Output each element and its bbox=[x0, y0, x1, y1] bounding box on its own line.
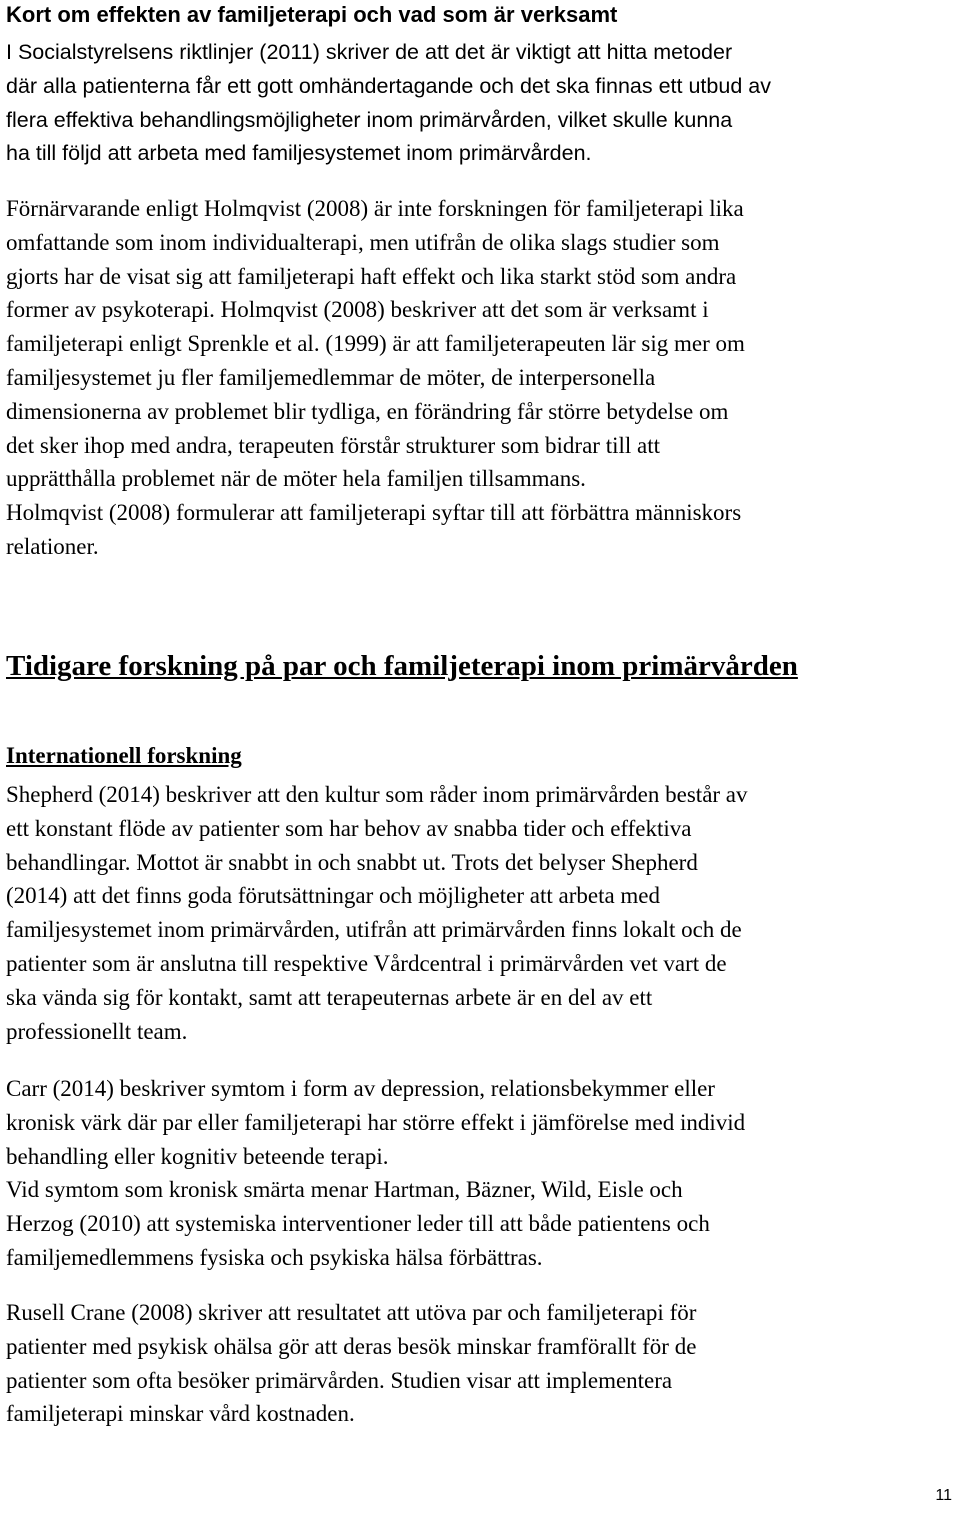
text-line: former av psykoterapi. Holmqvist (2008) beskriver att det som är verksamt i bbox=[6, 297, 709, 323]
text-line: Shepherd (2014) beskriver att den kultur som råder inom primärvården består av bbox=[6, 782, 748, 807]
text-line: dimensionerna av problemet blir tydliga, en förändring får större betydelse om bbox=[6, 398, 729, 424]
text-line: Holmqvist (2008) formulerar att familjeterapi syftar till att förbättra människors bbox=[6, 500, 742, 526]
carr-paragraph bbox=[6, 1072, 954, 1275]
text-line: kronisk värk där par eller familjeterapi har större effekt i jämförelse med individ bbox=[6, 1109, 746, 1135]
text-line: familjeterapi enligt Sprenkle et al. (1999) är att familjeterapeuten lär sig mer om bbox=[6, 331, 745, 357]
text-line: patienter som är anslutna till respektive Vårdcentral i primärvården vet vart de bbox=[6, 950, 727, 976]
text-line: där alla patienterna får ett gott omhändertagande och det ska finnas ett utbud av bbox=[6, 73, 771, 98]
section-title: Kort om effekten av familjeterapi och vad som är verksamt bbox=[6, 2, 618, 27]
text-line: ska vända sig för kontakt, samt att terapeuternas arbete är en del av ett bbox=[6, 984, 653, 1010]
chapter-heading: Tidigare forskning på par och familjeterapi inom primärvården bbox=[6, 650, 798, 682]
text-line: Vid symtom som kronisk smärta menar Hartman, Bäzner, Wild, Eisle och bbox=[6, 1177, 683, 1203]
text-line: familjemedlemmens fysiska och psykiska hälsa förbättras. bbox=[6, 1244, 543, 1270]
text-line: (2014) att det finns goda förutsättningar och möjligheter att arbeta med bbox=[6, 883, 661, 909]
text-line: Herzog (2010) att systemiska interventioner leder till att både patientens och bbox=[6, 1211, 710, 1237]
page-number: 11 bbox=[935, 1487, 952, 1504]
text-line: professionellt team. bbox=[6, 1018, 188, 1044]
text-line: upprätthålla problemet när de möter hela familjen tillsammans. bbox=[6, 466, 586, 492]
text-line: behandlingar. Mottot är snabbt in och snabbt ut. Trots det belyser Shepherd bbox=[6, 849, 698, 875]
text-line: familjesystemet ju fler familjemedlemmar de möter, de interpersonella bbox=[6, 364, 656, 390]
text-line: gjorts har de visat sig att familjeterapi haft effekt och lika starkt stöd som andra bbox=[6, 263, 737, 289]
text-line: Carr (2014) beskriver symtom i form av depression, relationsbekymmer eller bbox=[6, 1076, 715, 1101]
text-line: Förnärvarande enligt Holmqvist (2008) är inte forskningen för familjeterapi lika bbox=[6, 196, 744, 221]
subsection-heading: Internationell forskning bbox=[6, 743, 242, 768]
text-line: flera effektiva behandlingsmöjligheter inom primärvården, vilket skulle kunna bbox=[6, 107, 733, 132]
text-line: patienter som ofta besöker primärvården. Studien visar att implementera bbox=[6, 1367, 673, 1393]
holmqvist-paragraph bbox=[6, 192, 954, 564]
text-line: I Socialstyrelsens riktlinjer (2011) skriver de att det är viktigt att hitta metoder bbox=[6, 40, 733, 64]
text-line: omfattande som inom individualterapi, men utifrån de olika slags studier som bbox=[6, 229, 720, 255]
text-line: behandling eller kognitiv beteende terapi. bbox=[6, 1143, 389, 1169]
text-line: familjesystemet inom primärvården, utifrån att primärvården finns lokalt och de bbox=[6, 917, 742, 943]
text-line: familjeterapi minskar vård kostnaden. bbox=[6, 1401, 355, 1427]
text-line: det sker ihop med andra, terapeuten förstår strukturer som bidrar till att bbox=[6, 432, 661, 458]
shepherd-paragraph bbox=[6, 778, 954, 1048]
text-line: ett konstant flöde av patienter som har behov av snabba tider och effektiva bbox=[6, 815, 692, 841]
text-line: Rusell Crane (2008) skriver att resultatet att utöva par och familjeterapi för bbox=[6, 1300, 697, 1325]
text-line: ha till följd att arbeta med familjesystemet inom primärvården. bbox=[6, 141, 592, 166]
crane-paragraph bbox=[6, 1296, 954, 1431]
text-line: relationer. bbox=[6, 533, 99, 559]
intro-paragraph bbox=[6, 36, 954, 171]
text-line: patienter med psykisk ohälsa gör att deras besök minskar framförallt för de bbox=[6, 1333, 697, 1359]
